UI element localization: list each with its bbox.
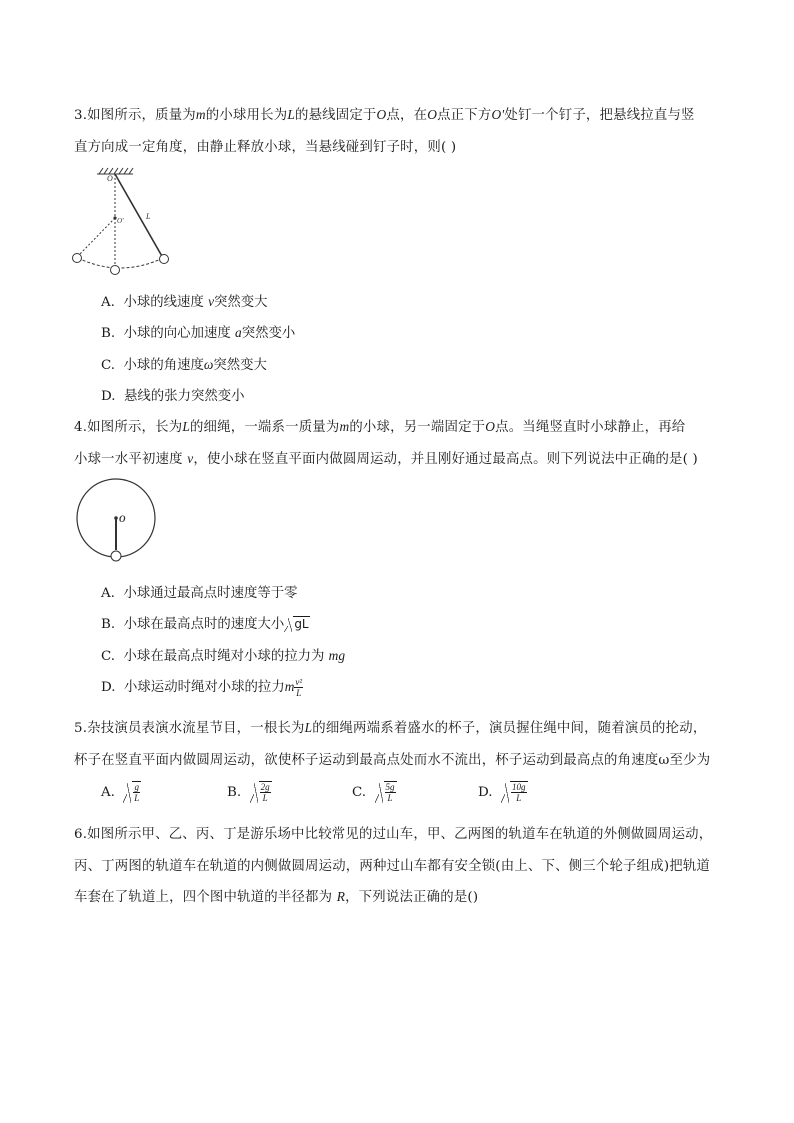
q3-stem-line-2: 直方向成一定角度，由静止释放小球，当悬线碰到钉子时，则( ) (74, 140, 457, 155)
label-o: O (119, 514, 126, 524)
label-o-prime: O' (117, 217, 124, 225)
fraction-v2-over-l: $\frac{\text{v²}}{L}$ (295, 677, 303, 698)
q5-option-b[interactable]: B. $\frac{2g}{L}$ (227, 782, 270, 803)
ball-right (160, 255, 169, 264)
q4-option-c[interactable]: C. 小球在最高点时绳对小球的拉力为 mg (101, 648, 346, 664)
q3-option-d[interactable]: D. 悬线的张力突然变小 (101, 389, 245, 404)
ball-bottom (111, 266, 120, 275)
q4-option-d[interactable]: D. 小球运动时绳对小球的拉力m $\frac{\text{v²}}{L}$ (101, 677, 303, 698)
q3-pendulum-figure (70, 166, 180, 278)
q4-stem-line-2: 小球一水平初速度 v，使小球在竖直平面内做圆周运动，并且刚好通过最高点。则下列说法中正确的是( ) (74, 451, 698, 467)
q6-stem-line-1: 6.如图所示甲、乙、丙、丁是游乐场中比较常见的过山车，甲、乙两图的轨道车在轨道的外侧做圆周运动， (74, 827, 713, 842)
q4-stem-line-1: 4.如图所示，长为L的细绳，一端系一质量为m的小球，另一端固定于O点。当绳竖直时小球静止，再给 (74, 419, 686, 435)
q5-option-a[interactable]: A. $\frac{g}{L}$ (101, 782, 140, 803)
q3-option-c[interactable]: C. 小球的角速度ω突然变大 (101, 357, 267, 373)
q4-option-a[interactable]: A. 小球通过最高点时速度等于零 (101, 586, 298, 601)
q5-stem-line-2: 杯子在竖直平面内做圆周运动，欲使杯子运动到最高点处而水不流出，杯子运动到最高点的角速度ω至少为 (74, 753, 711, 768)
q5-option-c[interactable]: C. $\frac{5g}{L}$ (352, 782, 395, 803)
q3-option-b[interactable]: B. 小球的向心加速度 a突然变小 (101, 325, 296, 341)
swing-arc (78, 258, 163, 268)
q6-stem-line-3: 车套在了轨道上，四个图中轨道的半径都为 R，下列说法正确的是() (74, 889, 479, 905)
ball-left (73, 254, 82, 263)
q3-option-a[interactable]: A. 小球的线速度 v突然变大 (101, 294, 268, 310)
label-o: O (107, 174, 113, 183)
q5-stem-line-1: 5.杂技演员表演水流星节目，一根长为L的细绳两端系着盛水的杯子，演员握住绳中间，随着演员的抡动， (74, 720, 707, 736)
swing-dashed-line (78, 218, 115, 256)
q4-option-b[interactable]: B. 小球在最高点时的速度大小 gL (101, 617, 309, 632)
q3-stem-line-1: 3.如图所示，质量为m的小球用长为L的悬线固定于O点，在O点正下方O'处钉一个钉子，把悬线拉直与竖 (74, 107, 695, 123)
sqrt-gl: gL (284, 616, 309, 632)
center-dot (114, 516, 118, 520)
q5-options-row (101, 777, 561, 811)
label-l: L (146, 212, 151, 221)
q6-stem-line-2: 丙、丁两图的轨道车在轨道的内侧做圆周运动，两种过山车都有安全锁(由上、下、侧三个轮子组成)把轨道 (74, 859, 711, 874)
ball (111, 551, 121, 561)
q4-circle-figure (72, 478, 162, 566)
q5-option-d[interactable]: D. $\frac{10g}{L}$ (478, 782, 526, 803)
string-line (115, 174, 163, 258)
ceiling-hatch (97, 168, 133, 174)
